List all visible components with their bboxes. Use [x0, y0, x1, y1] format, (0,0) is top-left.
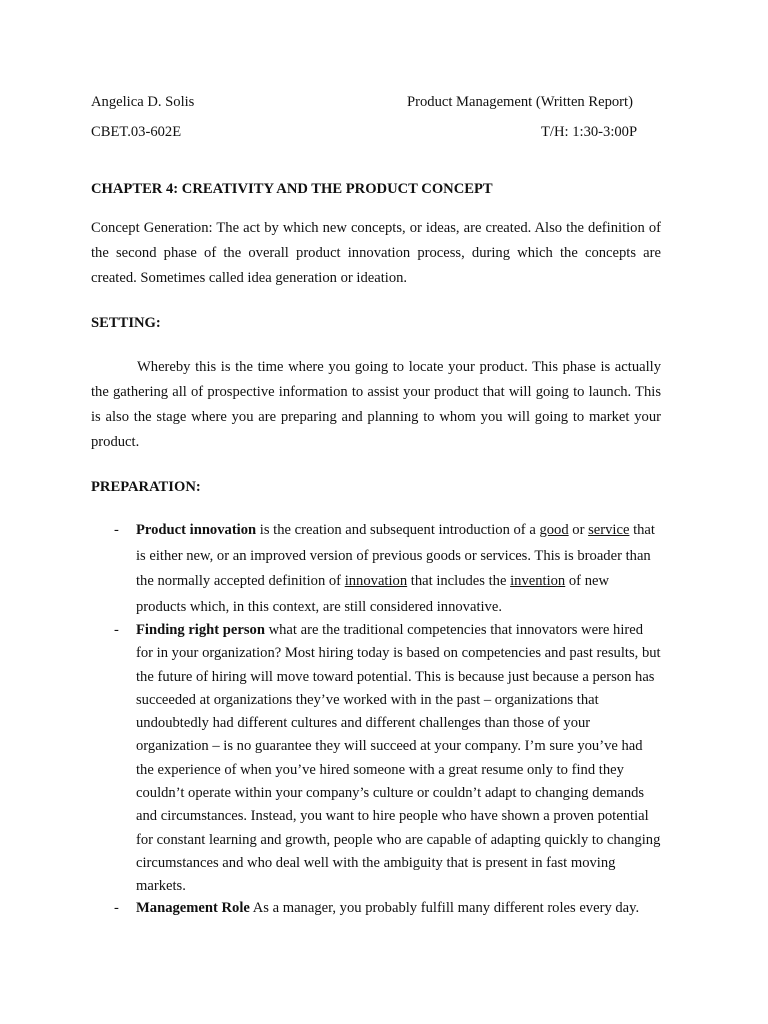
bullet-text: [136, 619, 661, 899]
bullet-body-text: As a manager, you probably fulfill many different roles every day.: [249, 900, 640, 916]
bullet-body-text: of new products which, in this context, are still considered innovative.: [136, 573, 610, 615]
author-name: Angelica D. Solis: [91, 94, 195, 110]
class-schedule: T/H: 1:30-3:00P: [541, 124, 638, 140]
bullet-dash: -: [114, 622, 119, 638]
section-code: CBET.03-602E: [91, 124, 182, 140]
bullet-term: Management Role: [136, 900, 250, 916]
link-innovation[interactable]: innovation: [344, 573, 408, 589]
bullet-body-text: is the creation and subsequent introduction of a: [256, 522, 540, 538]
bullet-dash: -: [114, 900, 119, 916]
setting-paragraph: Whereby this is the time where you going to locate your product. This phase is actually the gathering all of prospective information to assist your product that will going to launch. This is also the stage where you are preparing and planning to whom you will going to market your product.: [91, 359, 661, 450]
concept-generation-paragraph: Concept Generation: The act by which new concepts, or ideas, are created. Also the definition of the second phase of the overall product innovation process, during which the concepts are created. Sometimes called idea generation or ideation.: [91, 220, 661, 286]
course-title: Product Management (Written Report): [407, 94, 633, 110]
link-good[interactable]: good: [539, 522, 569, 538]
preparation-heading: PREPARATION:: [91, 479, 201, 495]
bullet-management-role: [91, 897, 671, 920]
bullet-body-text: or: [568, 522, 589, 538]
bullet-product-innovation: [91, 518, 671, 620]
bullet-term: Finding right person: [136, 622, 265, 638]
setting-heading: SETTING:: [91, 315, 161, 331]
bullet-text: [136, 518, 661, 620]
bullet-body-text: that is either new, or an improved version of previous goods or services. This is broader than the normally accepted definition of: [136, 522, 655, 589]
chapter-title: CHAPTER 4: CREATIVITY AND THE PRODUCT CONCEPT: [91, 181, 493, 197]
bullet-body-text: what are the traditional competencies that innovators were hired for in your organization? Most hiring today is based on competencies and past results, but the future of hiring will move toward potential. This is because just because a person has succeeded at organizations they’ve worked with in the past – organizations that undoubtedly had different cultures and different challenges than those of your organization – is no guarantee they will succeed at your company. I’m sure you’ve had the experience of when you’ve hired someone with a great resume only to find they couldn’t operate within your company’s culture or couldn’t adapt to changing demands and circumstances. Instead, you want to hire people who have shown a proven potential for constant learning and growth, people who are capable of adapting quickly to changing circumstances and who deal well with the ambiguity that is present in fast moving markets.: [136, 622, 661, 895]
bullet-finding-right-person: [91, 619, 671, 899]
bullet-dash: -: [114, 522, 119, 538]
link-invention[interactable]: invention: [510, 573, 566, 589]
bullet-term: Product innovation: [136, 522, 257, 538]
bullet-body-text: that includes the: [407, 573, 511, 589]
bullet-text: [136, 897, 661, 920]
link-service[interactable]: service: [588, 522, 630, 538]
